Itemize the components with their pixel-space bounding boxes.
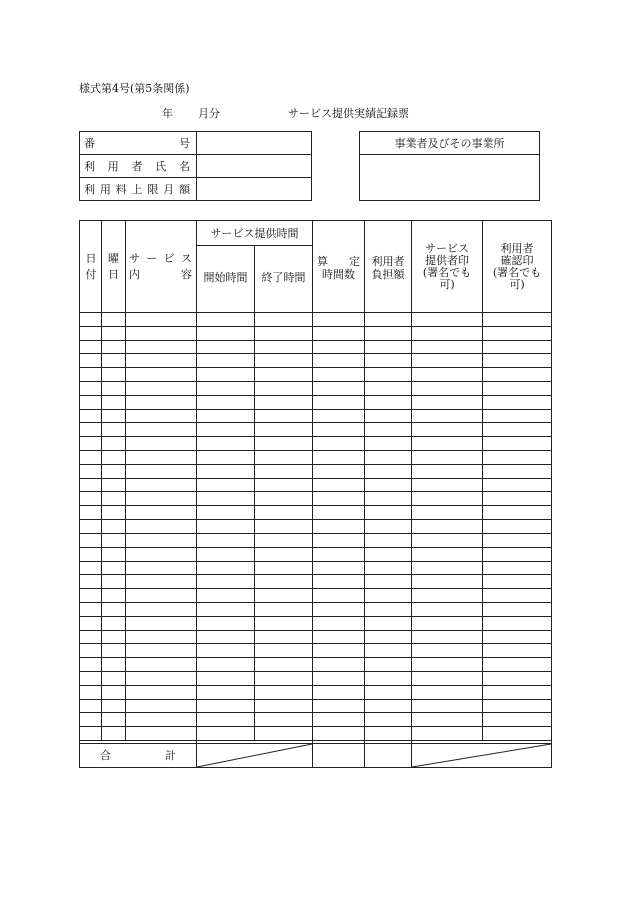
info-label-user-name: 利 用 者 氏 名 bbox=[84, 160, 190, 173]
header-weekday: 曜 日 bbox=[108, 252, 119, 281]
header-calc-hours: 算 定 時間数 bbox=[317, 255, 360, 281]
form-title: サービス提供実績記録票 bbox=[288, 107, 409, 120]
table-row-line bbox=[80, 395, 551, 396]
total-diagonal-seal bbox=[412, 744, 551, 767]
table-row-line bbox=[80, 436, 551, 437]
table-row-line bbox=[80, 616, 551, 617]
table-row-line bbox=[80, 712, 551, 713]
table-row-line bbox=[80, 671, 551, 672]
header-end-time: 終了時間 bbox=[261, 271, 306, 284]
table-row-line bbox=[80, 478, 551, 479]
table-row-line bbox=[80, 340, 551, 341]
year-label: 年 bbox=[162, 107, 173, 120]
info-label-fee-limit: 利 用 料 上 限 月 額 bbox=[84, 183, 190, 196]
table-row-line bbox=[80, 699, 551, 700]
table-row-line bbox=[80, 464, 551, 465]
total-label: 合 計 bbox=[100, 749, 176, 762]
total-diagonal-time bbox=[197, 744, 312, 767]
info-value-user-name[interactable] bbox=[197, 155, 311, 177]
table-row-line bbox=[80, 547, 551, 548]
header-provider-seal: サービス 提供者印 (署名でも 可) bbox=[422, 242, 472, 291]
table-row-line bbox=[80, 630, 551, 631]
table-row-line bbox=[80, 422, 551, 423]
header-user-seal: 利用者 確認印 (署名でも 可) bbox=[492, 242, 542, 291]
header-start-time: 開始時間 bbox=[203, 271, 248, 284]
record-table bbox=[79, 220, 552, 768]
header-service-time: サービス提供時間 bbox=[210, 227, 299, 240]
table-row-line bbox=[80, 643, 551, 644]
header-service-content: サ ー ビ ス 内 容 bbox=[129, 252, 192, 281]
info-table bbox=[79, 131, 312, 201]
table-row-line bbox=[80, 561, 551, 562]
table-row-line bbox=[80, 657, 551, 658]
info-value-fee-limit[interactable] bbox=[197, 178, 311, 200]
total-user-burden[interactable] bbox=[365, 744, 411, 767]
table-row-line bbox=[80, 353, 551, 354]
provider-box bbox=[359, 131, 540, 201]
header-user-burden: 利用者 負担額 bbox=[371, 255, 405, 281]
table-row-line bbox=[80, 602, 551, 603]
table-row-line bbox=[80, 519, 551, 520]
table-row-line bbox=[80, 505, 551, 506]
table-row-line bbox=[80, 326, 551, 327]
table-row-line bbox=[80, 367, 551, 368]
table-row-line bbox=[80, 450, 551, 451]
table-row-line bbox=[80, 726, 551, 727]
table-row-line bbox=[80, 409, 551, 410]
total-calc-hours[interactable] bbox=[313, 744, 364, 767]
month-label: 月分 bbox=[198, 107, 220, 120]
info-value-number[interactable] bbox=[197, 132, 311, 154]
table-row-line bbox=[80, 533, 551, 534]
form-number: 様式第4号(第5条関係) bbox=[79, 82, 190, 95]
table-row-line bbox=[80, 574, 551, 575]
info-label-number: 番 号 bbox=[84, 137, 190, 150]
table-row-line bbox=[80, 588, 551, 589]
provider-box-header: 事業者及びその事業所 bbox=[394, 137, 505, 150]
table-row-line bbox=[80, 381, 551, 382]
table-row-line bbox=[80, 685, 551, 686]
provider-box-value[interactable] bbox=[360, 155, 539, 200]
header-day: 日 付 bbox=[85, 252, 97, 281]
table-row-line bbox=[80, 491, 551, 492]
